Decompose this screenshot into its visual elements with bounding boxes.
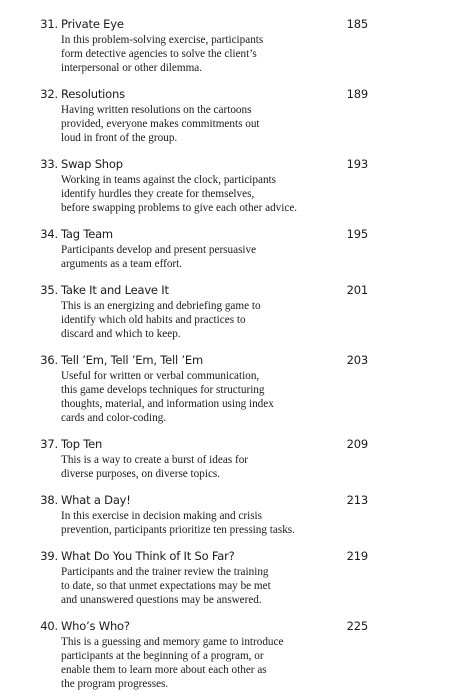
entry-description: In this problem-solving exercise, participants form detective agencies to solve the client’s interpersonal or other dilemma. — [61, 34, 264, 74]
entry-description: Participants develop and present persuasive arguments as a team effort. — [61, 244, 257, 270]
entry-description: Having written resolutions on the cartoons provided, everyone makes commitments out loud in front of the group. — [61, 104, 260, 144]
entry-title: Top Ten — [61, 437, 103, 451]
entry-number: 39. — [40, 549, 58, 563]
entry-number: 34. — [40, 227, 58, 241]
entry-title: What a Day! — [61, 493, 131, 507]
entry-number: 36. — [40, 353, 58, 367]
entry-page-number: 225 — [346, 619, 368, 633]
entry-description: This is a guessing and memory game to introduce participants at the beginning of a program, or enable them to learn more about each other as the program progresses. — [61, 636, 284, 690]
entry-title: Tag Team — [61, 227, 113, 241]
entry-page-number: 195 — [346, 227, 368, 241]
entry-title: Private Eye — [61, 17, 124, 31]
entry-number: 31. — [40, 17, 58, 31]
entry-number: 40. — [40, 619, 58, 633]
entry-title: Tell ’Em, Tell ’Em, Tell ’Em — [61, 353, 203, 367]
entry-page-number: 213 — [346, 493, 368, 507]
entry-title: Who’s Who? — [61, 619, 130, 633]
entry-title: What Do You Think of It So Far? — [61, 549, 235, 563]
entry-page-number: 193 — [346, 157, 368, 171]
entry-description: This is a way to create a burst of ideas for diverse purposes, on diverse topics. — [61, 454, 249, 480]
entry-page-number: 219 — [346, 549, 368, 563]
entry-description: In this exercise in decision making and crisis prevention, participants prioritize ten pressing tasks. — [61, 510, 295, 536]
entry-number: 38. — [40, 493, 58, 507]
entry-title: Swap Shop — [61, 157, 123, 171]
entry-title: Take It and Leave It — [61, 283, 169, 297]
entry-number: 33. — [40, 157, 58, 171]
entry-page-number: 201 — [346, 283, 368, 297]
entry-page-number: 203 — [346, 353, 368, 367]
entry-number: 37. — [40, 437, 58, 451]
entry-description: This is an energizing and debriefing game to identify which old habits and practices to discard and which to keep. — [61, 300, 261, 340]
entry-description: Working in teams against the clock, participants identify hurdles they create for themselves, before swapping problems to give each other advice. — [61, 174, 298, 214]
entry-description: Participants and the trainer review the training to date, so that unmet expectations may be met and unanswered questions may be answered. — [61, 566, 271, 606]
entry-page-number: 189 — [346, 87, 368, 101]
entry-page-number: 185 — [346, 17, 368, 31]
entry-page-number: 209 — [346, 437, 368, 451]
entry-number: 35. — [40, 283, 58, 297]
entry-description: Useful for written or verbal communication, this game develops techniques for structuring thoughts, material, and information using index cards and color-coding. — [61, 370, 274, 424]
entry-title: Resolutions — [61, 87, 125, 101]
entry-number: 32. — [40, 87, 58, 101]
